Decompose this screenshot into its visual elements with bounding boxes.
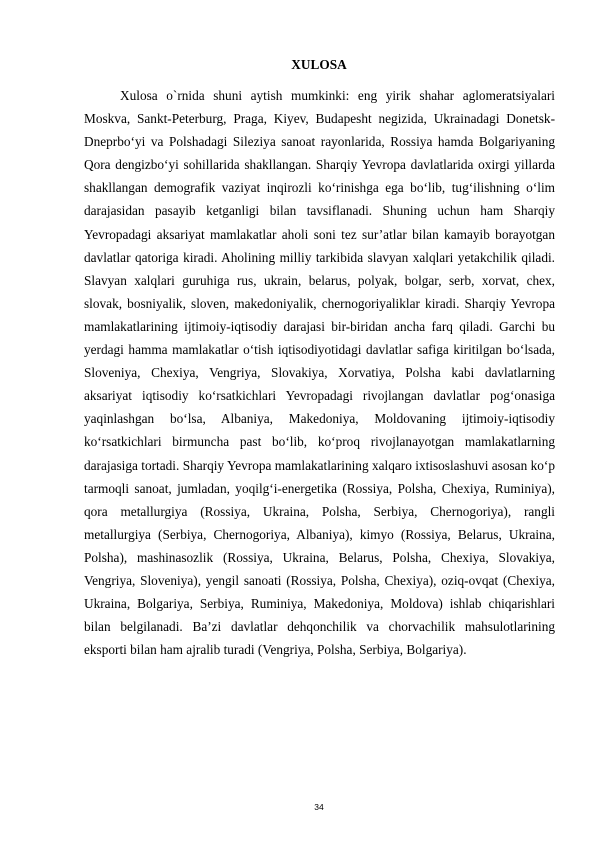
conclusion-paragraph: Xulosa o`rnida shuni aytish mumkinki: eng yirik shahar aglomeratsiyalari Moskva, Sankt-Peterburg, Praga, Kiyev, Budapesht negizida, Ukrainadagi Donetsk-Dneprbo‘yi va Polshadagi Sileziya sanoat rayonlarida, Rossiya hamda Bolgariyaning Qora dengizbo‘yi sohillarida shakllangan. Sharqiy Yevropa davlatlarida oxirgi yillarda shakllangan demografik vaziyat inqirozli ko‘rinishga ega bo‘lib, tug‘ilishning o‘lim darajasidan pasayib ketganligi bilan tavsiflanadi. Shuning uchun ham Sharqiy Yevropadagi aksariyat mamlakatlar aholi soni tez sur’atlar bilan kamayib borayotgan davlatlar qatoriga kiradi. Aholining milliy tarkibida slavyan xalqlari yetakchilik qiladi. Slavyan xalqlari guruhiga rus, ukrain, belarus, polyak, bolgar, serb, xorvat, chex, slovak, bosniyalik, sloven, makedoniyalik, chernogoriyaliklar kiradi. Sharqiy Yevropa mamlakatlarining ijtimoiy-iqtisodiy darajasi bir-biridan ancha farq qiladi. Garchi bu yerdagi hamma mamlakatlar o‘tish iqtisodiyotidagi davlatlar safiga kiritilgan bo‘lsada, Sloveniya, Chexiya, Vengriya, Slovakiya, Xorvatiya, Polsha kabi davlatlarning aksariyat iqtisodiy ko‘rsatkichlari Yevropadagi rivojlangan davlatlar pog‘onasiga yaqinlashgan bo‘lsa, Albaniya, Makedoniya, Moldovaning ijtimoiy-iqtisodiy ko‘rsatkichlari birmuncha past bo‘lib, ko‘proq rivojlanayotgan mamlakatlarning darajasiga tortadi. Sharqiy Yevropa mamlakatlarining xalqaro ixtisoslashuvi asosan ko‘p tarmoqli sanoat, jumladan, yoqilg‘i-energetika (Rossiya, Polsha, Chexiya, Ruminiya), qora metallurgiya (Rossiya, Ukraina, Polsha, Serbiya, Chernogoriya), rangli metallurgiya (Serbiya, Chernogoriya, Albaniya), kimyo (Rossiya, Belarus, Ukraina, Polsha), mashinasozlik (Rossiya, Ukraina, Belarus, Polsha, Chexiya, Slovakiya, Vengriya, Sloveniya), yengil sanoati (Rossiya, Polsha, Chexiya), oziq-ovqat (Chexiya, Ukraina, Bolgariya, Serbiya, Ruminiya, Makedoniya, Moldova) ishlab chiqarishlari bilan belgilanadi. Ba’zi davlatlar dehqonchilik va chorvachilik mahsulotlarining eksporti bilan ham ajralib turadi (Vengriya, Polsha, Serbiya, Bolgariya). — [84, 88, 555, 658]
page-title: XULOSA — [291, 57, 347, 72]
page-number: 34 — [314, 802, 324, 812]
